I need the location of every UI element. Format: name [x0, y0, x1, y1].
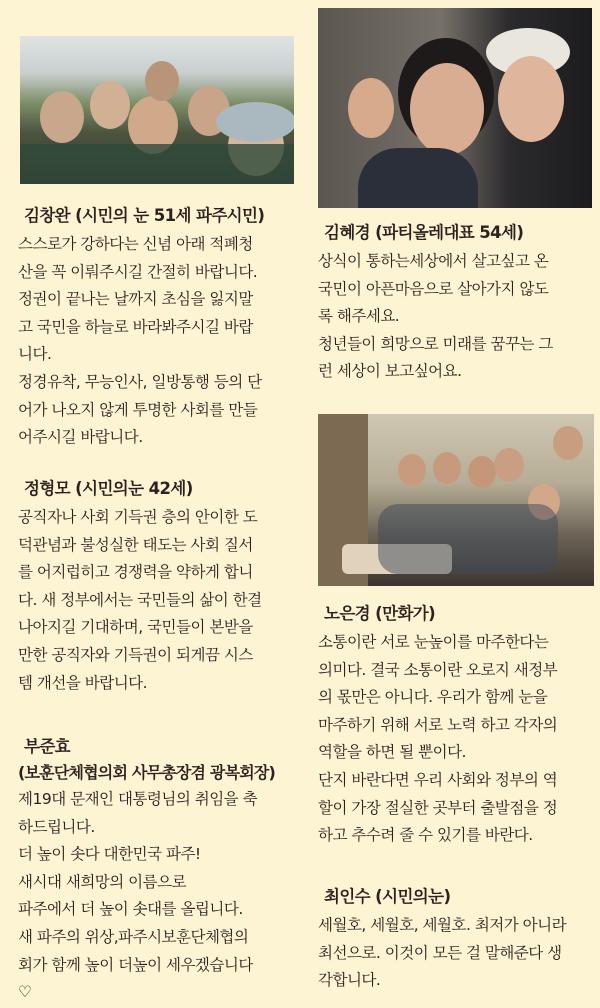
entry-text: 스스로가 강하다는 신념 아래 적폐청 산을 꼭 이뤄주시길 간절히 바랍니다. 정권이 끝나는 날까지 초심을 잃지말 고 국민을 하늘로 바라봐주시길 바랍 니다. 정경유착, 무능인사, 일방통행 등의 단 어가 나오지 않게 투명한 사회를 만들 어주시길 바랍니다.: [18, 235, 262, 447]
photo-kim-hyegyeong: [318, 8, 592, 208]
entry-name: 최인수 (시민의눈): [324, 887, 451, 906]
entry-name: 김창완 (시민의 눈 51세 파주시민): [24, 206, 265, 225]
entry-name: 부준효: [24, 737, 71, 756]
entry-text: 상식이 통하는세상에서 살고싶고 온 국민이 아픈마음으로 살아가지 않도 록 해주세요. 청년들이 희망으로 미래를 꿈꾸는 그 런 세상이 보고싶어요.: [318, 252, 553, 381]
entry-text: 세월호, 세월호, 세월호. 최저가 아니라 최선으로. 이것이 모든 걸 말해준다 생 각합니다.: [318, 916, 567, 990]
entry-bu-junhyo: [18, 734, 300, 1007]
entry-jeong-hyeongmo: [18, 476, 294, 697]
entry-text: 소통이란 서로 눈높이를 마주한다는 의미다. 결국 소통이란 오로지 새정부 의 몫만은 아니다. 우리가 함께 눈을 마주하기 위해 서로 노력 하고 각자의 역할을 하면 될 뿐이다. 단지 바란다면 우리 사회와 정부의 역 할이 가장 절실한 곳부터 출발점을 정 하고 추수려 줄 수 있기를 바란다.: [318, 633, 558, 845]
entry-text: 제19대 문재인 대통령님의 취임을 축 하드립니다. 더 높이 솟다 대한민국 파주! 새시대 새희망의 이름으로 파주에서 더 높이 솟대를 올립니다. 새 파주의 위상,파주시보훈단체협의 회가 함께 높이 더높이 세우겠습니다 ♡: [18, 790, 258, 1002]
right-column: [318, 0, 594, 1008]
photo-no-eungyeong-family: [318, 414, 594, 586]
entry-name: 김혜경 (파티올레대표 54세): [324, 223, 524, 242]
entry-title: (보훈단체협의회 사무총장겸 광복회장): [18, 763, 276, 782]
entry-choi-insu: [318, 884, 594, 995]
left-column: [18, 0, 294, 1008]
photo-kim-changwan-group: [20, 36, 294, 184]
entry-kim-changwan: [18, 203, 294, 452]
entry-text: 공직자나 사회 기득권 층의 안이한 도 덕관념과 불성실한 태도는 사회 질서 를 어지럽히고 경쟁력을 약하게 합니 다. 새 정부에서는 국민들의 삶이 한결 나아지길 기대하며, 국민들이 본받을 만한 공직자와 기득권이 되게끔 시스 템 개선을 바랍니다.: [18, 508, 262, 692]
entry-name: 노은경 (만화가): [324, 604, 436, 623]
entry-name: 정형모 (시민의눈 42세): [24, 479, 193, 498]
entry-no-eungyeong: [318, 601, 598, 850]
entry-kim-hyegyeong: [318, 220, 594, 386]
